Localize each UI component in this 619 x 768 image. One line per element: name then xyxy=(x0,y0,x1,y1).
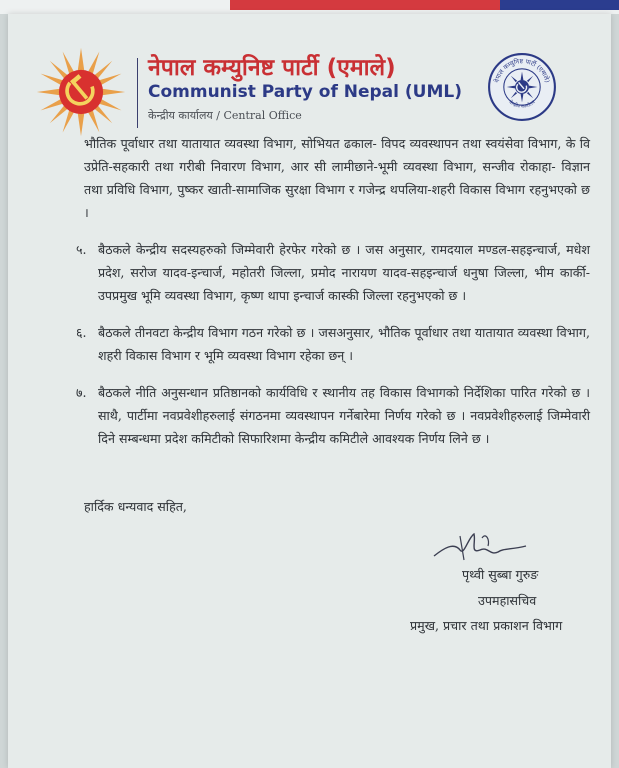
item-text: बैठकले केन्द्रीय सदस्यहरुको जिम्मेवारी हेरफेर गरेको छ । जस अनुसार, रामदयाल मण्डल-सहइन्चार्ज, मधेश प्रदेश, सरोज यादव-इन्चार्ज, महोतरी जिल्ला, प्रमोद नारायण यादव-सहइन्चार्ज धनुषा जिल्ला, भीम कार्की-उपप्रमुख भूमि व्यवस्था विभाग, कृष्ण थापा इन्चार्ज कास्की जिल्ला रहनुभएको छ । xyxy=(98,242,590,303)
party-name-english: Communist Party of Nepal (UML) xyxy=(148,82,462,102)
item-text: बैठकले तीनवटा केन्द्रीय विभाग गठन गरेको छ । जसअनुसार, भौतिक पूर्वाधार तथा यातायात व्यवस्था विभाग, शहरी विकास विभाग र भूमि व्यवस्था विभाग रहेका छन् । xyxy=(98,325,590,363)
item-number: ७. xyxy=(76,385,87,400)
signatory-title: उपमहासचिव xyxy=(478,593,537,608)
list-item xyxy=(76,238,590,307)
central-office-label: केन्द्रीय कार्यालय / Central Office xyxy=(148,109,302,122)
blue-band xyxy=(500,0,619,10)
letter-body xyxy=(76,132,590,464)
item-text: बैठकले नीति अनुसन्धान प्रतिष्ठानको कार्यविधि र स्थानीय तह विकास विभागको निर्देशिका पारित गरेको छ । साथै, पार्टीमा नवप्रवेशीहरुलाई संगठनमा व्यवस्थापन गर्नेबारेमा निर्णय गरेको छ । नवप्रवेशीहरुलाई जिम्मेवारी दिने सम्बन्धमा प्रदेश कमिटीको सिफारिशमा केन्द्रीय कमिटीले आवश्यक निर्णय लिने छ । xyxy=(98,385,590,446)
top-color-band xyxy=(0,0,619,14)
party-seal-stamp-icon xyxy=(487,52,557,122)
handwritten-signature xyxy=(430,528,530,566)
item-number: ६. xyxy=(76,325,87,340)
signatory-name: पृथ्वी सुब्बा गुरुङ xyxy=(462,567,539,582)
party-name-nepali: नेपाल कम्युनिष्ट पार्टी (एमाले) xyxy=(148,55,396,81)
signatory-department: प्रमुख, प्रचार तथा प्रकाशन विभाग xyxy=(410,618,563,633)
seal-bottom-text: केन्द्रीय कार्यालय xyxy=(507,99,537,110)
closing-line: हार्दिक धन्यवाद सहित, xyxy=(84,499,187,514)
seal-top-text: नेपाल कम्युनिष्ट पार्टी (एमाले) xyxy=(493,58,551,84)
red-band xyxy=(230,0,500,10)
list-item xyxy=(76,381,590,450)
intro-paragraph: भौतिक पूर्वाधार तथा यातायात व्यवस्था विभाग, सोभियत ढकाल- विपद व्यवस्थापन तथा स्वयंसेवा विभाग, के वि उप्रेति-सहकारी तथा गरीबी निवारण विभाग, आर सी लामीछाने-भूमी व्यवस्था विभाग, सन्जीव रोकाहा- विज्ञान तथा प्रविधि विभाग, पुष्कर खाती-सामाजिक सुरक्षा विभाग र गजेन्द्र थपलिया-शहरी विकास विभाग रहनुभएको छ । xyxy=(84,136,590,220)
header-divider xyxy=(137,58,138,128)
item-number: ५. xyxy=(76,242,87,257)
list-item xyxy=(76,321,590,367)
sun-hammer-sickle-emblem-icon xyxy=(35,46,127,138)
